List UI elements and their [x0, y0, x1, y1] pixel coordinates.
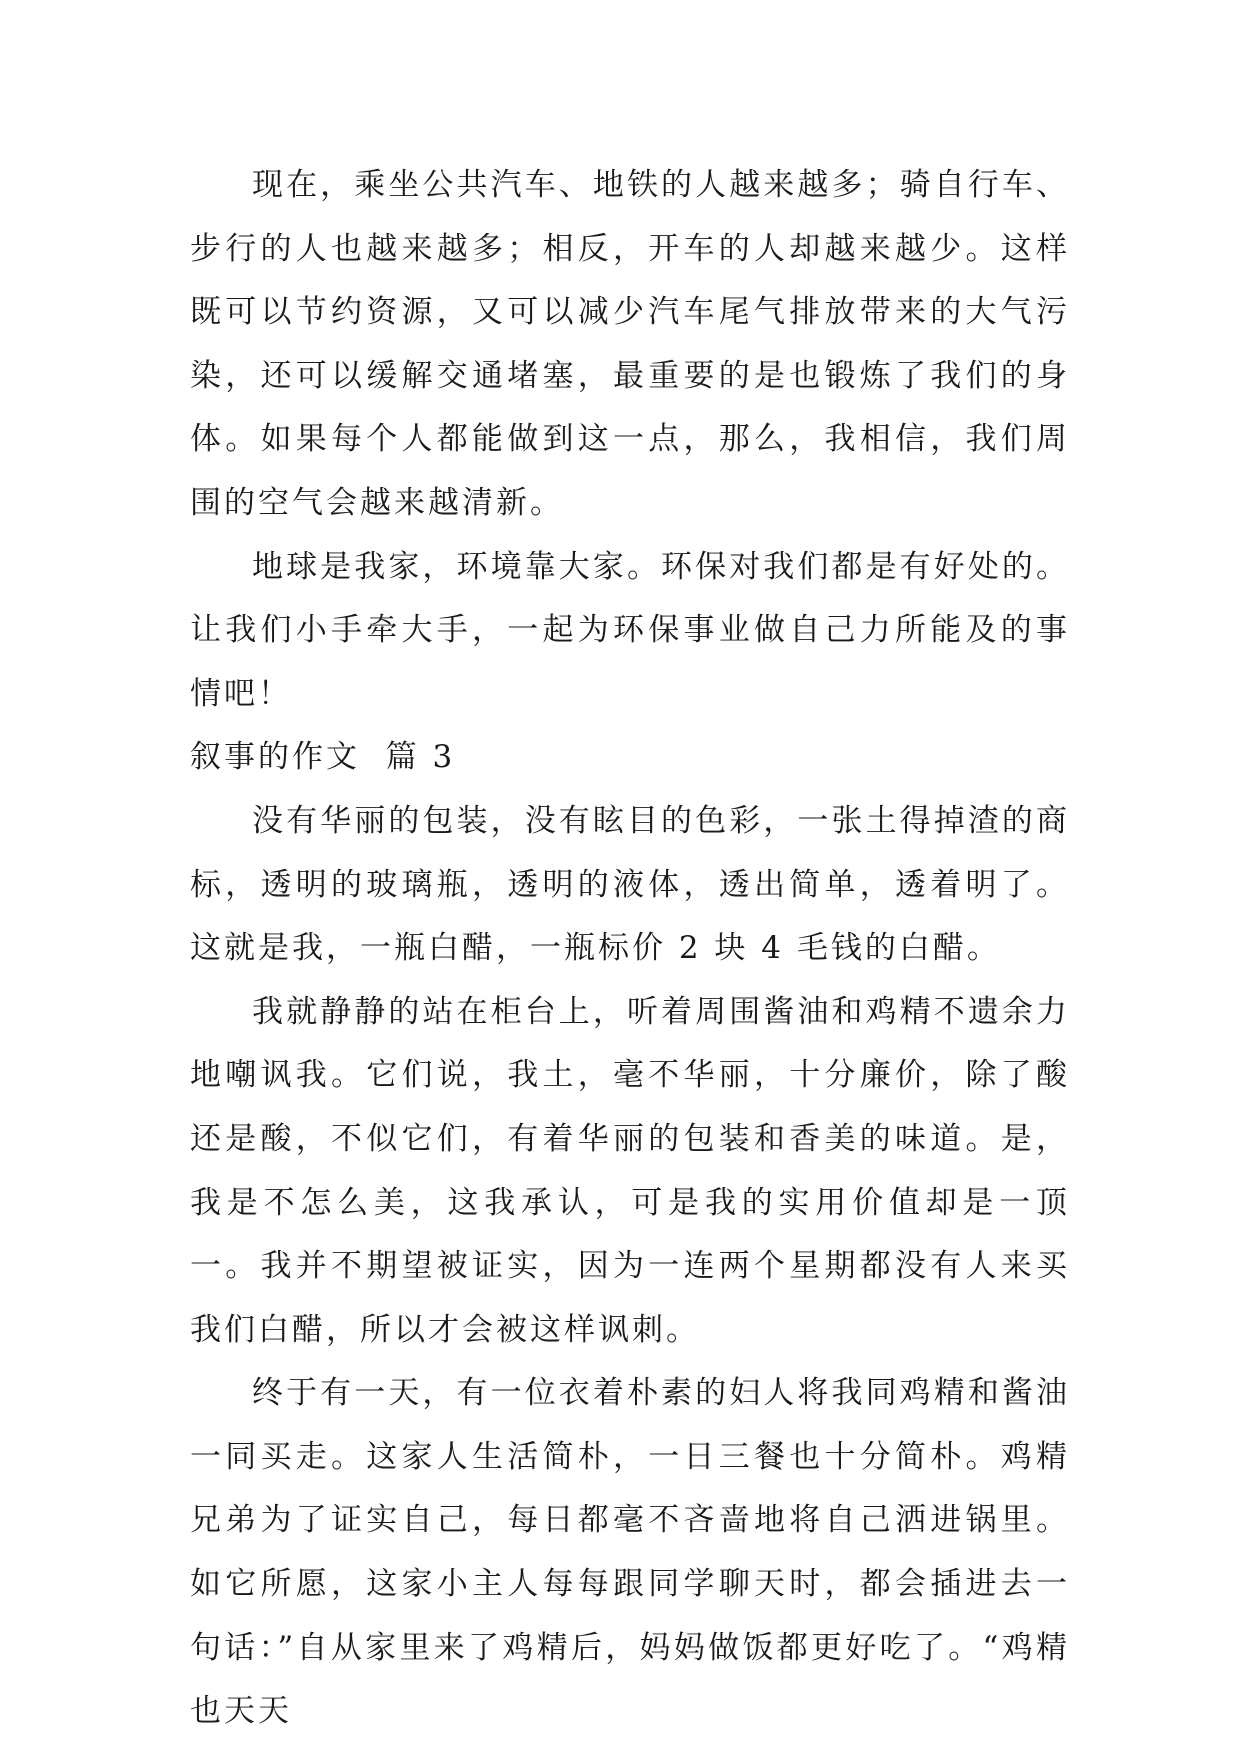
paragraph: 没有华丽的包装，没有眩目的色彩，一张土得掉渣的商标，透明的玻璃瓶，透明的液体，透出简单，透着明了。这就是我，一瓶白醋，一瓶标价 2 块 4 毛钱的白醋。: [190, 802, 1070, 967]
paragraph: 现在，乘坐公共汽车、地铁的人越来越多；骑自行车、步行的人也越来越多；相反，开车的人却越来越少。这样既可以节约资源，又可以减少汽车尾气排放带来的大气污染，还可以缓解交通堵塞，最重要的是也锻炼了我们的身体。如果每个人都能做到这一点，那么，我相信，我们周围的空气会越来越清新。: [190, 167, 1070, 521]
section-heading: 叙事的作文 篇 3: [190, 739, 456, 776]
document-body: [190, 154, 1070, 1744]
paragraph: 地球是我家，环境靠大家。环保对我们都是有好处的。让我们小手牵大手，一起为环保事业做自己力所能及的事情吧！: [190, 548, 1070, 712]
paragraph: 我就静静的站在柜台上，听着周围酱油和鸡精不遗余力地嘲讽我。它们说，我土，毫不华丽，十分廉价，除了酸还是酸，不似它们，有着华丽的包装和香美的味道。是，我是不怎么美，这我承认，可是我的实用价值却是一顶一。我并不期望被证实，因为一连两个星期都没有人来买我们白醋，所以才会被这样讽刺。: [190, 993, 1070, 1348]
paragraph: 终于有一天，有一位衣着朴素的妇人将我同鸡精和酱油一同买走。这家人生活简朴，一日三餐也十分简朴。鸡精兄弟为了证实自己，每日都毫不吝啬地将自己洒进锅里。如它所愿，这家小主人每每跟同学聊天时，都会插进去一句话：”自从家里来了鸡精后，妈妈做饭都更好吃了。“鸡精也天天: [190, 1375, 1070, 1730]
